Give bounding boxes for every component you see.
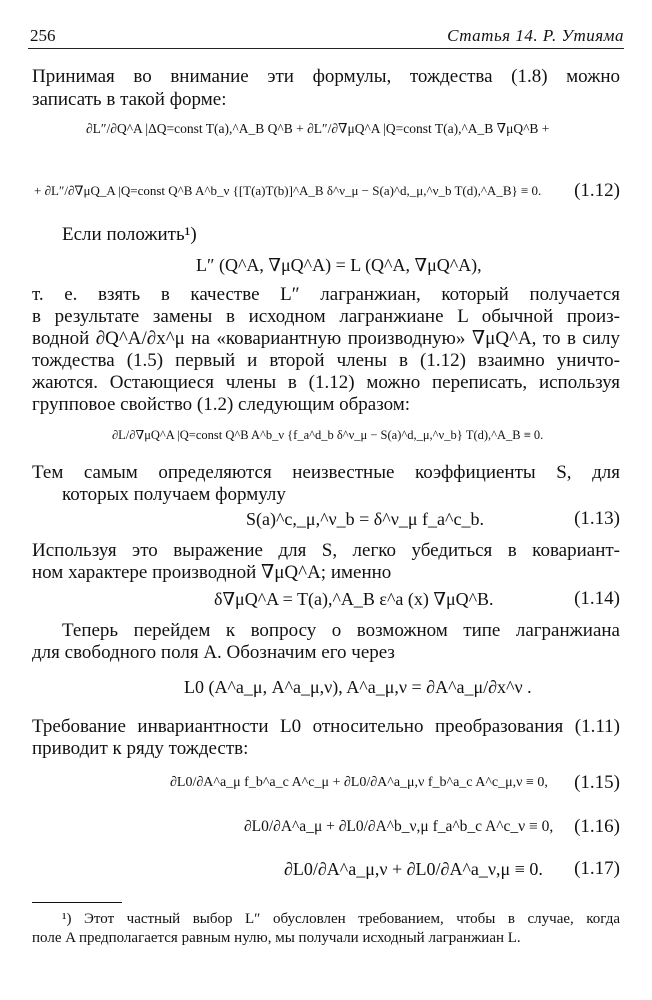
equation-number: (1.15) — [574, 772, 620, 793]
equation-number: (1.16) — [574, 816, 620, 837]
equation-1-16: ∂L0/∂A^a_μ + ∂L0/∂A^b_ν,μ f_a^b_c A^c_ν ≡ 0, — [244, 818, 554, 835]
paragraph-line: записать в такой форме: — [32, 89, 227, 110]
equation-1-12-line-1 — [86, 118, 549, 140]
equation-1-17: ∂L0/∂A^a_μ,ν + ∂L0/∂A^a_ν,μ ≡ 0. — [284, 859, 543, 879]
equation-text: ∂L″/∂Q^A |ΔQ=const T(a),^A_B Q^B + ∂L″/∂∇μQ^A |Q=const T(a),^A_B ∇μQ^B + — [86, 121, 550, 136]
paragraph-line: в результате замены в исходном лагранжиане L обычной произ- — [32, 306, 620, 327]
paragraph-line: тождества (1.5) первый и второй члены в (1.12) взаимно уничто- — [32, 350, 620, 371]
paragraph-line: Если положить¹) — [62, 224, 197, 245]
paragraph-line: т. е. взять в качестве L″ лагранжиан, который получается — [32, 284, 620, 305]
equation-number: (1.14) — [574, 588, 620, 609]
footnote-rule — [32, 902, 122, 903]
paragraph-line: водной ∂Q^A/∂x^μ на «ковариантную производную» ∇μQ^A, то в силу — [32, 328, 620, 349]
equation-lagrangian: L″ (Q^A, ∇μQ^A) = L (Q^A, ∇μQ^A), — [196, 255, 482, 275]
paragraph-line: для свободного поля A. Обозначим его через — [32, 642, 395, 663]
page-header — [28, 26, 624, 49]
equation-free-lagrangian: L0 (A^a_μ, A^a_μ,ν), A^a_μ,ν = ∂A^a_μ/∂x^ν . — [184, 677, 532, 697]
paragraph-line: Требование инвариантности L0 относительно преобразования (1.11) — [32, 716, 620, 737]
paragraph-line: которых получаем формулу — [62, 484, 286, 505]
equation-text: + ∂L″/∂∇μQ_A |Q=const Q^B A^b_ν {[T(a)T(b)]^A_B δ^ν_μ − S(a)^d,_μ,^ν_b T(d),^A_B} ≡ 0. — [34, 183, 542, 198]
footnote-line: поле A предполагается равным нулю, мы получали исходный лагранжиан L. — [32, 930, 521, 946]
equation-1-12-line-2 — [34, 180, 541, 202]
paragraph-line: групповое свойство (1.2) следующим образом: — [32, 394, 411, 415]
equation-1-14: δ∇μQ^A = T(a),^A_B ε^a (x) ∇μQ^B. — [214, 589, 494, 609]
running-title: Статья 14. Р. Утияма — [447, 26, 624, 45]
paragraph-line: Теперь перейдем к вопросу о возможном типе лагранжиана — [62, 620, 620, 641]
page-number: 256 — [30, 26, 56, 45]
paragraph-line: приводит к ряду тождеств: — [32, 738, 249, 759]
equation-1-13: S(a)^c,_μ,^ν_b = δ^ν_μ f_a^c_b. — [246, 509, 484, 529]
equation-group-property: ∂L/∂∇μQ^A |Q=const Q^B A^b_ν {f_a^d_b δ^ν_μ − S(a)^d,_μ,^ν_b} T(d),^A_B ≡ 0. — [112, 428, 544, 442]
paragraph-line: ном характере производной ∇μQ^A; именно — [32, 562, 392, 583]
paragraph-line: жаются. Остающиеся члены в (1.12) можно переписать, используя — [32, 372, 620, 393]
equation-number: (1.12) — [574, 180, 620, 201]
equation-number: (1.13) — [574, 508, 620, 529]
paragraph-line: Принимая во внимание эти формулы, тождества (1.8) можно — [32, 66, 620, 87]
paragraph-line: Используя это выражение для S, легко убедиться в ковариант- — [32, 540, 620, 561]
footnote-line: ¹) Этот частный выбор L″ обусловлен требованием, чтобы в случае, когда — [62, 911, 620, 927]
equation-number: (1.17) — [574, 858, 620, 879]
equation-1-15: ∂L0/∂A^a_μ f_b^a_c A^c_μ + ∂L0/∂A^a_μ,ν f_b^a_c A^c_μ,ν ≡ 0, — [170, 775, 548, 790]
paragraph-line: Тем самым определяются неизвестные коэффициенты S, для — [32, 462, 620, 483]
